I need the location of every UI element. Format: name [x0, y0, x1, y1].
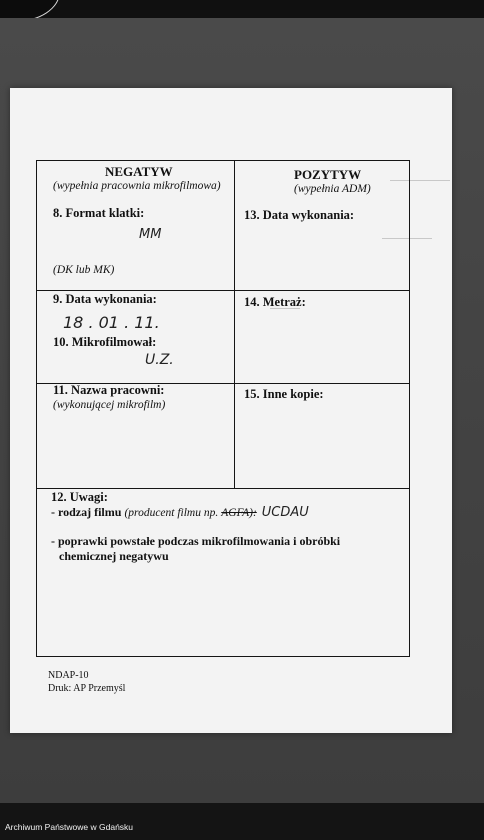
- field-9-label: 9. Data wykonania:: [53, 292, 157, 306]
- field-12-corrections-line1: - poprawki powstałe podczas mikrofilmowania i obróbki: [51, 534, 341, 548]
- field-13-label: 13. Data wykonania:: [244, 208, 355, 222]
- field-14-label: 14. Metraż:: [244, 295, 306, 309]
- top-film-edge: [0, 0, 484, 18]
- row-divider: [37, 290, 409, 291]
- archive-watermark: Archiwum Państwowe w Gdańsku: [5, 822, 134, 832]
- document-card: [10, 88, 452, 733]
- microfilm-form: [36, 160, 410, 657]
- field-12-label: 12. Uwagi:: [51, 490, 108, 504]
- pozytyw-title: POZYTYW: [294, 167, 362, 182]
- column-divider: [234, 161, 235, 488]
- film-type-label: - rodzaj filmu: [51, 505, 122, 519]
- row-divider: [37, 488, 409, 489]
- field-12-corrections-line2: chemicznej negatywu: [59, 549, 169, 563]
- field-8-note: (DK lub MK): [53, 264, 115, 276]
- field-11-label: 11. Nazwa pracowni:: [53, 383, 165, 397]
- field-11-note: (wykonującej mikrofilm): [53, 399, 166, 411]
- field-8-value: MM: [139, 227, 162, 242]
- film-type-value: UCDAU: [261, 505, 309, 520]
- field-12-film-type: [51, 505, 309, 520]
- negatyw-title: NEGATYW: [105, 164, 173, 179]
- form-code: NDAP-10: [48, 670, 89, 681]
- field-15-label: 15. Inne kopie:: [244, 387, 324, 401]
- printer-info: Druk: AP Przemyśl: [48, 683, 126, 694]
- pozytyw-subtitle: (wypełnia ADM): [294, 183, 371, 195]
- film-type-struck: AGFA):: [221, 507, 257, 519]
- field-8-label: 8. Format klatki:: [53, 206, 145, 220]
- field-10-label: 10. Mikrofilmował:: [53, 335, 157, 349]
- field-9-value: 18 . 01 . 11.: [63, 313, 160, 332]
- negatyw-subtitle: (wypełnia pracownia mikrofilmowa): [53, 180, 221, 192]
- field-10-value: U.Z.: [145, 352, 174, 368]
- film-type-hint: (producent filmu np.: [124, 507, 219, 519]
